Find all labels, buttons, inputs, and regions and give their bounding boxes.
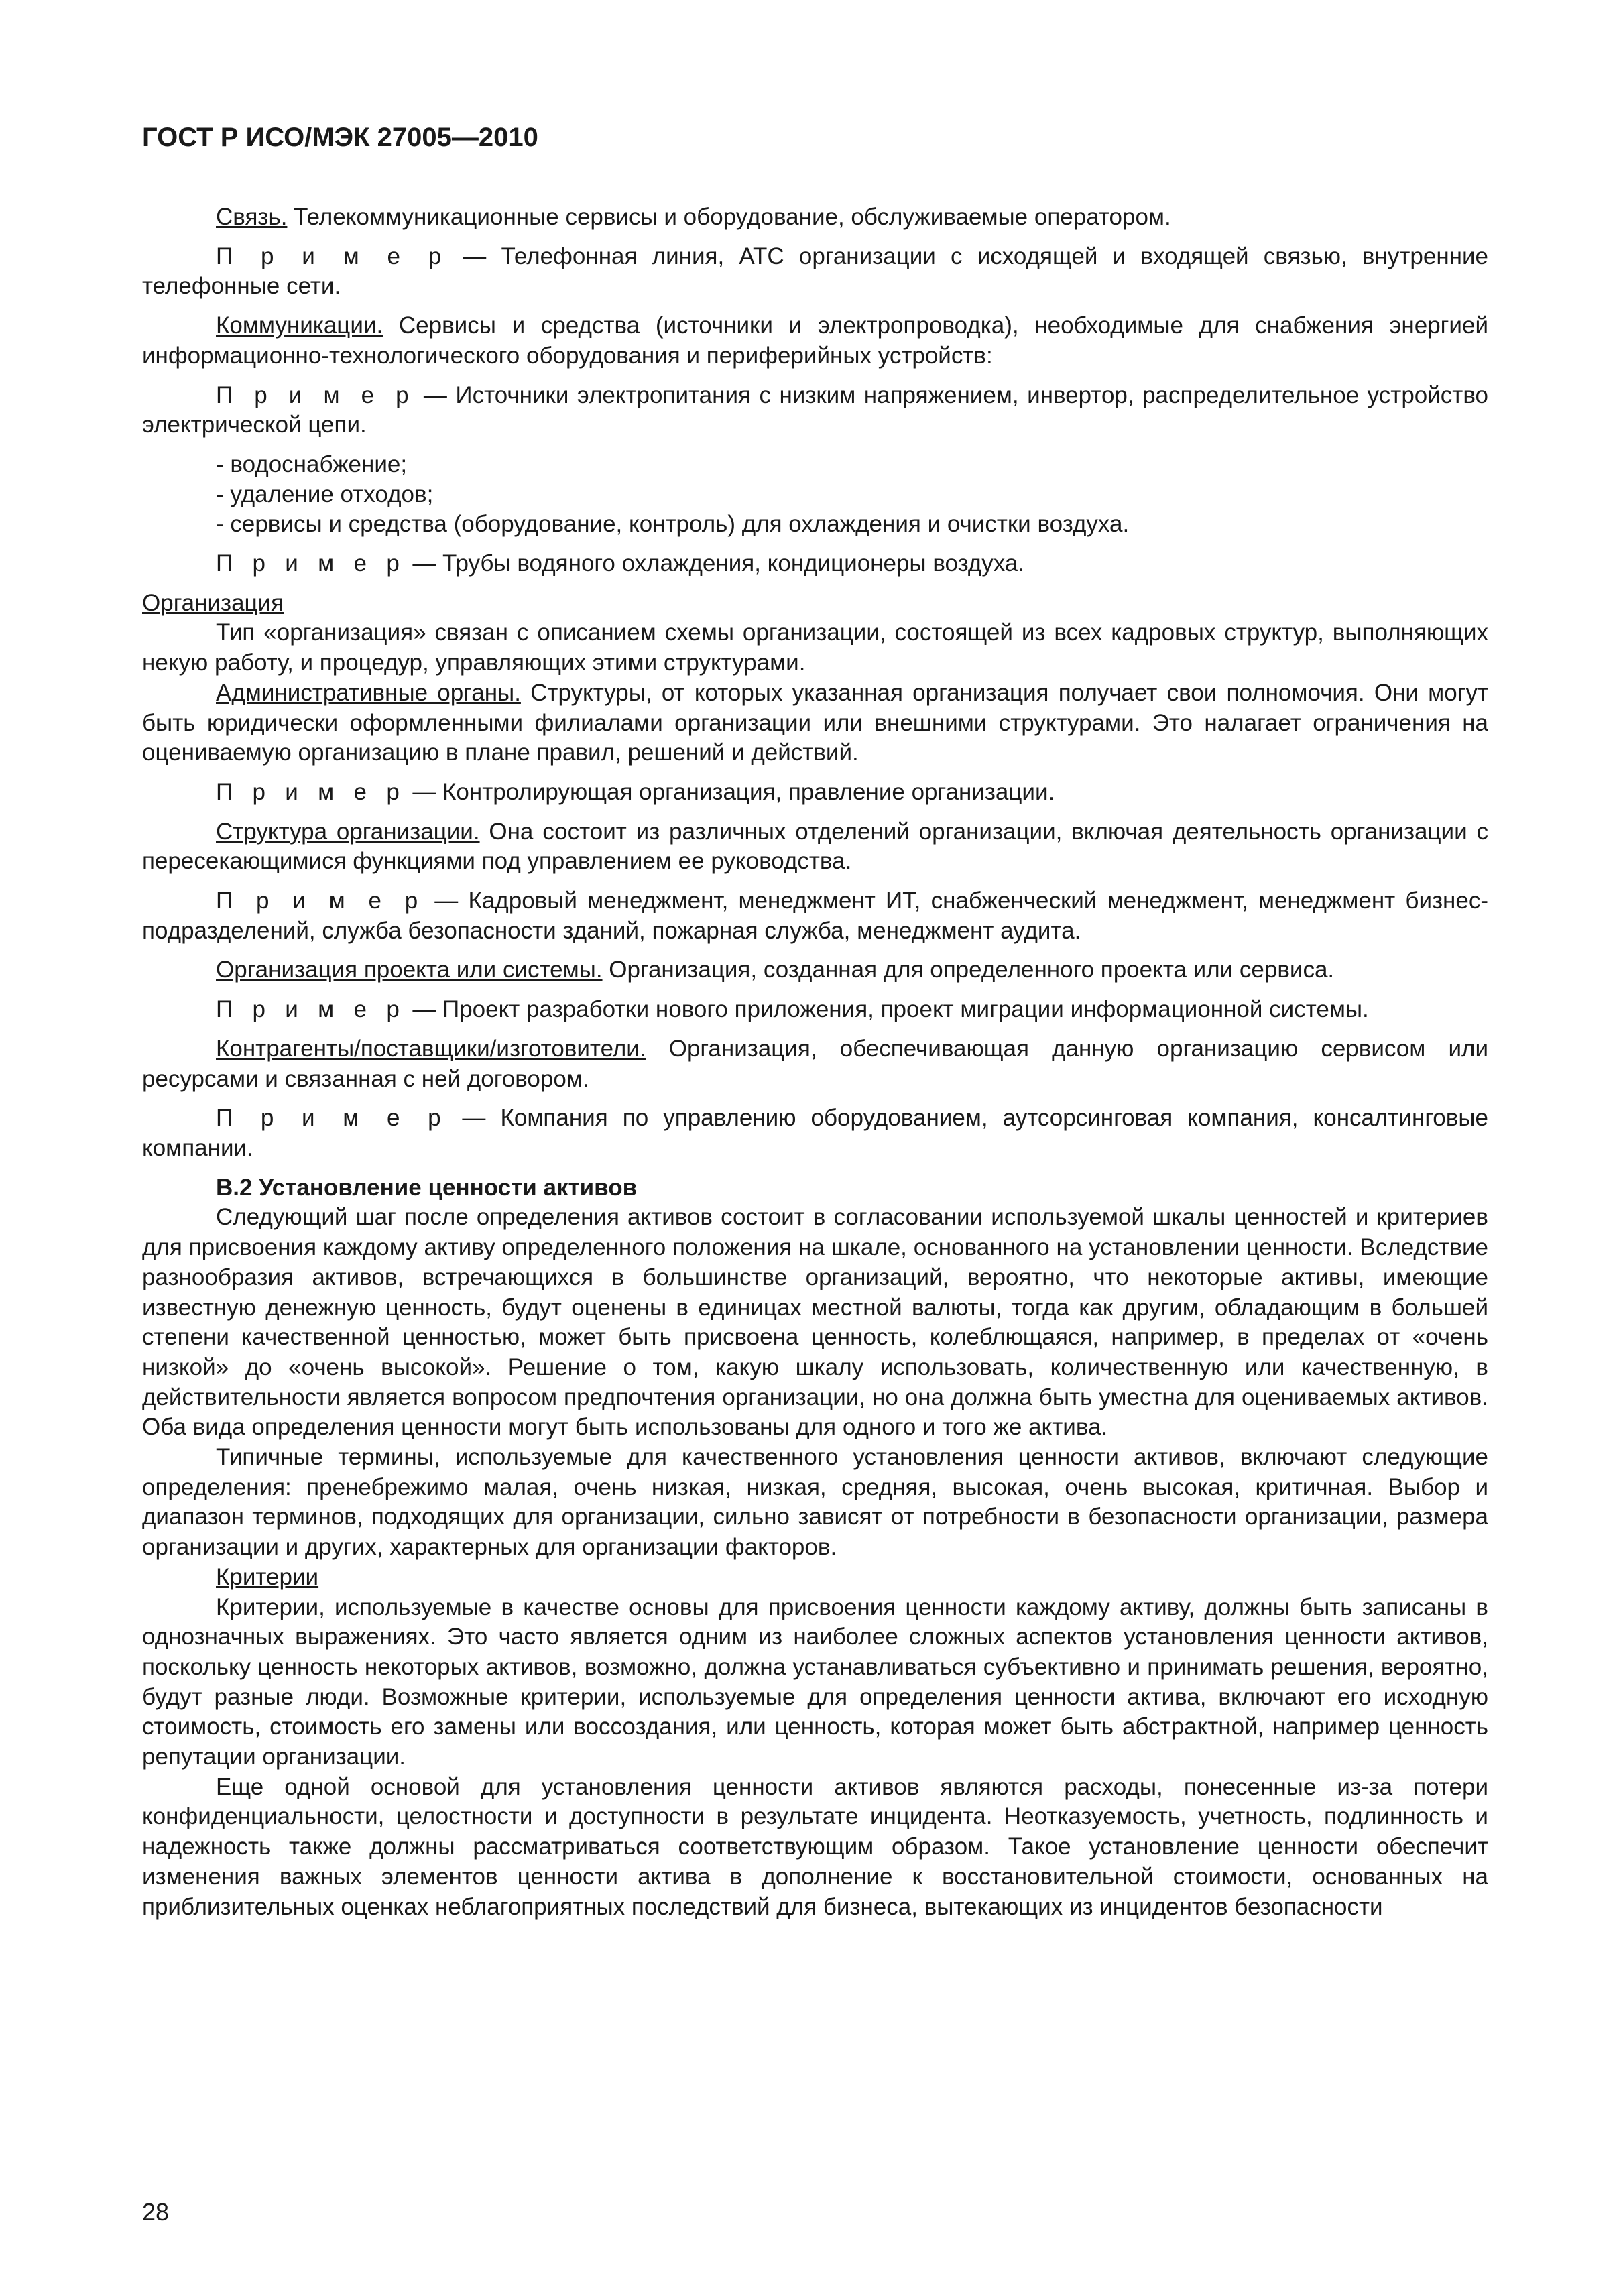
example-paragraph: П р и м е р — Компания по управлению оборудованием, аутсорсинговая компания, консалтинговые компании. [142,1105,1488,1161]
example-paragraph: П р и м е р — Контролирующая организация, правление организации. [216,778,1055,805]
subheading-organization: Организация [142,589,284,616]
paragraph-organization-type: Тип «организация» связан с описанием схемы организации, состоящей из всех кадровых структур, выполняющих некую работу, и процедур, управляющих этими структурами. [142,619,1488,676]
example-label: П р и м е р [216,381,416,408]
example-paragraph: П р и м е р — Проект разработки нового приложения, проект миграции информационной системы. [216,996,1369,1023]
example-paragraph: П р и м е р — Телефонная линия, АТС организации с исходящей и входящей связью, внутренние телефонные сети. [142,243,1488,300]
paragraph-structure-definition: Структура организации. Она состоит из различных отделений организации, включая деятельность организации с пересекающимися функциями под управлением ее руководства. [142,818,1488,875]
example-label: П р и м е р [216,1105,448,1132]
term-link: Структура организации. [216,818,480,845]
paragraph-project-organization-definition: Организация проекта или системы. Организация, созданная для определенного проекта или сервиса. [216,957,1335,983]
example-label: П р и м е р [216,550,406,577]
term-link: Контрагенты/поставщики/изготовители. [216,1035,646,1062]
paragraph-authorities-definition: Административные органы. Структуры, от которых указанная организация получает свои полномочия. Они могут быть юридически оформленными филиалами организации или внешними структурами. Это налагает ограничения на оцениваемую организацию в плане правил, решений и действий. [142,679,1489,766]
list-item: - удаление отходов; [216,481,434,507]
term-link: Административные органы. [216,679,521,706]
paragraph-criteria: Критерии, используемые в качестве основы для присвоения ценности каждому активу, должны быть записаны в однозначных выражениях. Это часто является одним из наиболее сложных аспектов установления ценности активов, поскольку ценность некоторых активов, возможно, должна устанавливаться субъективно и принимать решения, вероятно, будут разные люди. Возможные критерии, используемые для определения ценности актива, включают его исходную стоимость, стоимость его замены или воссоздания, или ценность, которая может быть абстрактной, например ценность репутации организации. [142,1593,1488,1770]
document-header: ГОСТ Р ИСО/МЭК 27005—2010 [142,123,538,152]
example-label: П р и м е р [216,778,406,805]
utilities-list [142,450,1488,540]
term-link: Связь. [216,204,288,230]
subheading-criteria: Критерии [216,1563,319,1590]
example-paragraph: П р и м е р — Кадровый менеджмент, менеджмент ИТ, снабженческий менеджмент, менеджмент бизнес-подразделений, служба безопасности зданий, пожарная служба, менеджмент аудита. [142,888,1488,944]
example-label: П р и м е р [216,996,406,1023]
term-link: Коммуникации. [216,312,383,339]
paragraph-utilities-definition: Коммуникации. Сервисы и средства (источники и электропроводка), необходимые для снабжения энергией информационно-технологического оборудования и периферийных устройств: [142,312,1488,369]
example-label: П р и м е р [216,888,425,914]
paragraph-typical-terms: Типичные термины, используемые для качественного установления ценности активов, включают следующие определения: пренебрежимо малая, очень низкая, низкая, средняя, высокая, очень высокая, критичная. Выбор и диапазон терминов, подходящих для организации, сильно зависят от потребности в безопасности организации, размера организации и других, характерных для организации факторов. [142,1444,1488,1561]
document-page [142,121,1488,1922]
list-item: - водоснабжение; [216,450,408,477]
example-paragraph: П р и м е р — Трубы водяного охлаждения, кондиционеры воздуха. [216,550,1025,577]
paragraph-communications-definition: Связь. Телекоммуникационные сервисы и оборудование, обслуживаемые оператором. [216,204,1171,230]
example-paragraph: П р и м е р — Источники электропитания с низким напряжением, инвертор, распределительное устройство электрической цепи. [142,381,1488,438]
paragraph-valuation-scale: Следующий шаг после определения активов состоит в согласовании используемой шкалы ценностей и критериев для присвоения каждому активу определенного положения на шкале, основанного на установлении ценности. Вследствие разнообразия активов, встречающихся в большинстве организаций, вероятно, что некоторые активы, имеющие известную денежную ценность, будут оценены в единицах местной валюты, тогда как другим, обладающим в большей степени качественной ценностью, может быть присвоена ценность, колеблющаяся, например, в пределах от «очень низкой» до «очень высокой». Решение о том, какую шкалу использовать, количественную или качественную, в действительности является вопросом предпочтения организации, но она должна быть уместна для оцениваемых активов. Оба вида определения ценности могут быть использованы для одного и того же актива. [142,1204,1488,1441]
example-label: П р и м е р [216,243,448,269]
list-item: - сервисы и средства (оборудование, контроль) для охлаждения и очистки воздуха. [216,511,1130,538]
section-heading: В.2 Установление ценности активов [216,1174,638,1201]
page-number: 28 [142,2198,170,2226]
paragraph-incident-costs: Еще одной основой для установления ценности активов являются расходы, понесенные из-за потери конфиденциальности, целостности и доступности в результате инцидента. Неотказуемость, учетность, подлинность и надежность также должны рассматриваться соответствующим образом. Такое установление ценности обеспечит изменения важных элементов ценности актива в дополнение к восстановительной стоимости, основанных на приблизительных оценках неблагоприятных последствий для бизнеса, вытекающих из инцидентов безопасности [142,1773,1488,1920]
paragraph-subcontractors-definition: Контрагенты/поставщики/изготовители. Организация, обеспечивающая данную организацию сервисом или ресурсами и связанная с ней договором. [142,1035,1488,1092]
term-link: Организация проекта или системы. [216,957,603,983]
